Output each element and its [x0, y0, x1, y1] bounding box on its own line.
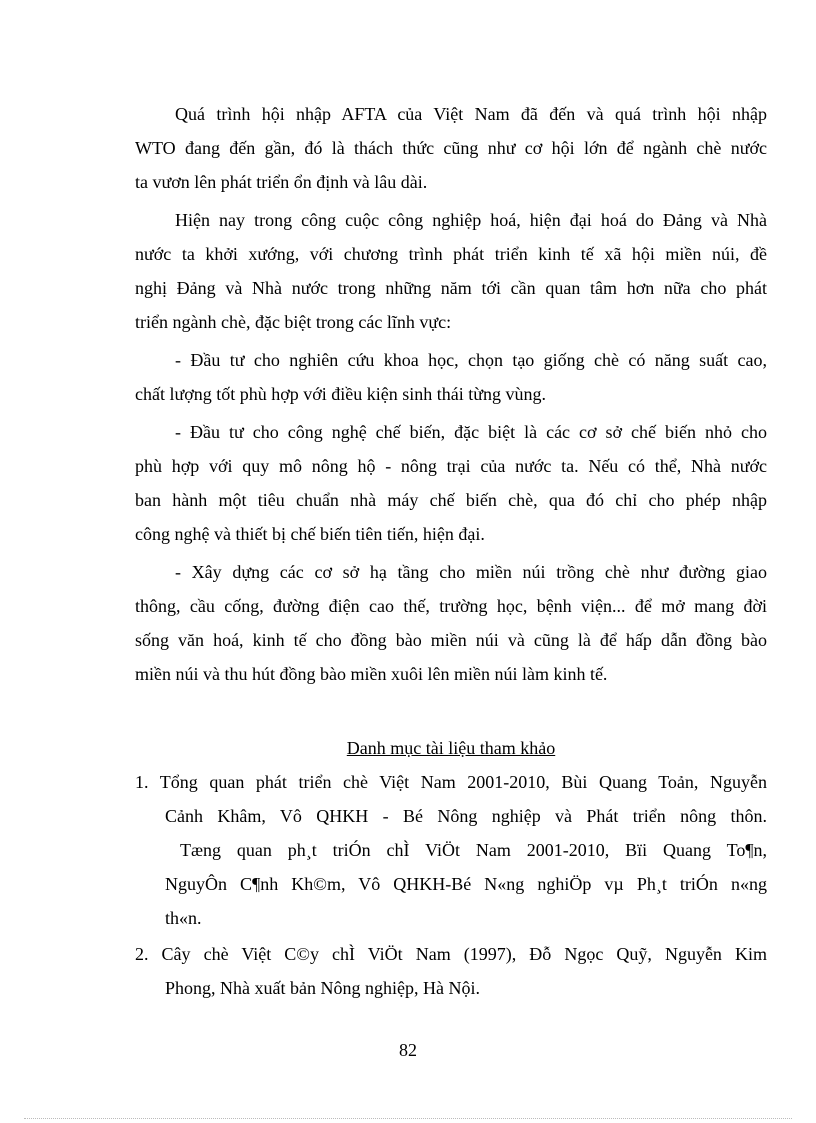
text-line: thông, cầu cống, đường điện cao thế, trường học, bệnh viện... để mở mang đời — [135, 596, 767, 616]
text-line: - Xây dựng các cơ sở hạ tầng cho miền núi trồng chè như đường giao — [175, 562, 767, 582]
text-line: phù hợp với quy mô nông hộ - nông trại của nước ta. Nếu có thể, Nhà nước — [135, 456, 767, 476]
reference-line: Phong, Nhà xuất bản Nông nghiệp, Hà Nội. — [165, 978, 480, 998]
text-line: - Đầu tư cho nghiên cứu khoa học, chọn tạo giống chè có năng suất cao, — [175, 350, 767, 370]
reference-line: NguyÔn C¶nh Kh©m, Vô QHKH-Bé N«ng nghiÖp vµ Ph¸t triÓn n«ng — [165, 874, 767, 894]
text-line: sống văn hoá, kinh tế cho đồng bào miền núi và cũng là để hấp dẫn đồng bào — [135, 630, 767, 650]
paragraph — [135, 555, 767, 691]
reference-line: 1. Tổng quan phát triển chè Việt Nam 2001-2010, Bùi Quang Toản, Nguyễn — [135, 772, 767, 792]
references-heading — [135, 731, 767, 765]
text-line: nghị Đảng và Nhà nước trong những năm tới cần quan tâm hơn nữa cho phát — [135, 278, 767, 298]
text-line: miền núi và thu hút đồng bào miền xuôi lên miền núi làm kinh tế. — [135, 664, 608, 684]
paragraph — [135, 343, 767, 411]
reference-item — [135, 937, 767, 1005]
text-line: triển ngành chè, đặc biệt trong các lĩnh vực: — [135, 312, 452, 332]
text-line: chất lượng tốt phù hợp với điều kiện sinh thái từng vùng. — [135, 384, 547, 404]
reference-line: 2. Cây chè Việt C©y chÌ ViÖt Nam (1997), Đỗ Ngọc Quỹ, Nguyễn Kim — [135, 944, 767, 964]
text-line: ta vươn lên phát triển ổn định và lâu dài. — [135, 172, 428, 192]
body-text — [135, 97, 767, 691]
document-page — [135, 97, 767, 1007]
text-line: Hiện nay trong công cuộc công nghiệp hoá, hiện đại hoá do Đảng và Nhà — [175, 210, 767, 230]
page-bottom-border — [24, 1118, 792, 1119]
paragraph — [135, 203, 767, 339]
reference-line: Cảnh Khâm, Vô QHKH - Bé Nông nghiệp và Phát triển nông thôn. — [165, 806, 767, 826]
references-list — [135, 765, 767, 1005]
references-heading-text: Danh mục tài liệu tham khảo — [346, 738, 556, 758]
text-line: nước ta khởi xướng, với chương trình phát triển kinh tế xã hội miền núi, đề — [135, 244, 767, 264]
text-line: Quá trình hội nhập AFTA của Việt Nam đã đến và quá trình hội nhập — [175, 104, 767, 124]
text-line: ban hành một tiêu chuẩn nhà máy chế biến chè, qua đó chỉ cho phép nhập — [135, 490, 767, 510]
text-line: công nghệ và thiết bị chế biến tiên tiến, hiện đại. — [135, 524, 485, 544]
text-line: - Đầu tư cho công nghệ chế biến, đặc biệt là các cơ sở chế biến nhỏ cho — [175, 422, 767, 442]
reference-line: th«n. — [165, 908, 202, 928]
page-number: 82 — [399, 1040, 417, 1060]
reference-line: Tæng quan ph¸t triÓn chÌ ViÖt Nam 2001-2010, Bïi Quang To¶n, — [180, 840, 767, 860]
paragraph — [135, 97, 767, 199]
paragraph — [135, 415, 767, 551]
text-line: WTO đang đến gần, đó là thách thức cũng như cơ hội lớn để ngành chè nước — [135, 138, 767, 158]
reference-item — [135, 765, 767, 935]
